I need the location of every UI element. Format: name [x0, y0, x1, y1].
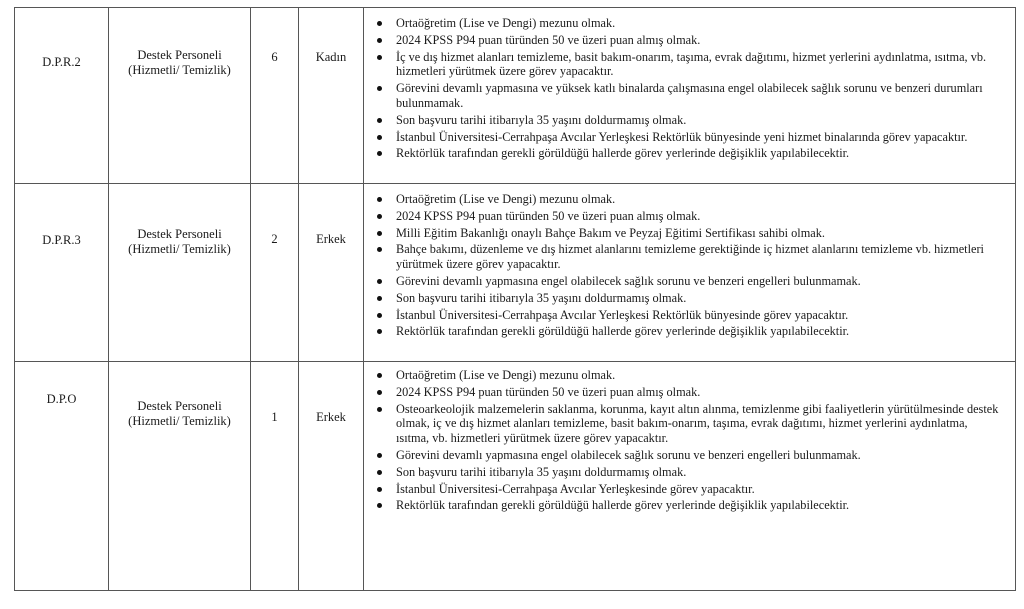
bullet-icon: [377, 313, 382, 318]
bullet-icon: [377, 373, 382, 378]
bullet-icon: [377, 86, 382, 91]
bullet-icon: [377, 453, 382, 458]
code-cell: D.P.R.3: [15, 184, 109, 362]
bullet-icon: [377, 55, 382, 60]
bullet-icon: [377, 390, 382, 395]
requirement-item: Görevini devamlı yapmasına engel olabilecek sağlık sorunu ve benzeri engelleri bulunmamak.: [364, 448, 1003, 463]
bullet-icon: [377, 38, 382, 43]
requirement-item: 2024 KPSS P94 puan türünden 50 ve üzeri puan almış olmak.: [364, 209, 1003, 224]
bullet-icon: [377, 470, 382, 475]
requirement-item: 2024 KPSS P94 puan türünden 50 ve üzeri puan almış olmak.: [364, 33, 1003, 48]
code-cell: D.P.R.2: [15, 8, 109, 184]
requirement-item: Ortaöğretim (Lise ve Dengi) mezunu olmak.: [364, 192, 1003, 207]
requirements-list: [364, 16, 1003, 161]
bullet-icon: [377, 135, 382, 140]
bullet-icon: [377, 279, 382, 284]
bullet-icon: [377, 329, 382, 334]
gender-cell: Kadın: [299, 8, 364, 184]
bullet-icon: [377, 247, 382, 252]
requirement-item: Ortaöğretim (Lise ve Dengi) mezunu olmak.: [364, 16, 1003, 31]
bullet-icon: [377, 151, 382, 156]
requirement-item: Bahçe bakımı, düzenleme ve dış hizmet alanlarını temizleme gerektiğinde iç hizmet alanlarını temizleme vb. hizmetleri yürütmek üzere görev yapacaktır.: [364, 242, 1003, 272]
requirement-item: Son başvuru tarihi itibarıyla 35 yaşını doldurmamış olmak.: [364, 465, 1003, 480]
count-cell: 6: [251, 8, 299, 184]
bullet-icon: [377, 197, 382, 202]
bullet-icon: [377, 503, 382, 508]
requirement-item: Ortaöğretim (Lise ve Dengi) mezunu olmak.: [364, 368, 1003, 383]
position-cell: Destek Personeli (Hizmetli/ Temizlik): [109, 8, 251, 184]
requirement-item: Milli Eğitim Bakanlığı onaylı Bahçe Bakım ve Peyzaj Eğitimi Sertifikası sahibi olmak.: [364, 226, 1003, 241]
bullet-icon: [377, 21, 382, 26]
position-cell: Destek Personeli (Hizmetli/ Temizlik): [109, 362, 251, 591]
requirement-item: Rektörlük tarafından gerekli görüldüğü hallerde görev yerlerinde değişiklik yapılabilecektir.: [364, 498, 1003, 513]
gender-cell: Erkek: [299, 362, 364, 591]
count-cell: 2: [251, 184, 299, 362]
bullet-icon: [377, 231, 382, 236]
requirement-item: İstanbul Üniversitesi-Cerrahpaşa Avcılar Yerleşkesinde görev yapacaktır.: [364, 482, 1003, 497]
requirement-item: Rektörlük tarafından gerekli görüldüğü hallerde görev yerlerinde değişiklik yapılabilecektir.: [364, 324, 1003, 339]
bullet-icon: [377, 487, 382, 492]
position-cell: Destek Personeli (Hizmetli/ Temizlik): [109, 184, 251, 362]
requirements-cell: [364, 8, 1016, 184]
gender-cell: Erkek: [299, 184, 364, 362]
code-cell: D.P.O: [15, 362, 109, 591]
requirements-cell: [364, 184, 1016, 362]
requirement-item: Son başvuru tarihi itibarıyla 35 yaşını doldurmamış olmak.: [364, 291, 1003, 306]
requirement-item: İstanbul Üniversitesi-Cerrahpaşa Avcılar Yerleşkesi Rektörlük bünyesinde yeni hizmet binalarında görev yapacaktır.: [364, 130, 1003, 145]
bullet-icon: [377, 296, 382, 301]
requirement-item: Görevini devamlı yapmasına ve yüksek katlı binalarda çalışmasına engel olabilecek sağlık sorunu ve benzeri durumları bulunmamak.: [364, 81, 1003, 111]
requirement-item: 2024 KPSS P94 puan türünden 50 ve üzeri puan almış olmak.: [364, 385, 1003, 400]
requirement-item: Rektörlük tarafından gerekli görüldüğü hallerde görev yerlerinde değişiklik yapılabilecektir.: [364, 146, 1003, 161]
requirements-list: [364, 192, 1003, 339]
bullet-icon: [377, 407, 382, 412]
job-positions-table: [14, 7, 1016, 591]
requirement-item: İç ve dış hizmet alanları temizleme, basit bakım-onarım, taşıma, evrak dağıtımı, hizmet yerlerini aydınlatma, ısıtma, vb. hizmetleri yürütmek üzere görev yapacaktır.: [364, 50, 1003, 80]
bullet-icon: [377, 214, 382, 219]
requirement-item: Görevini devamlı yapmasına engel olabilecek sağlık sorunu ve benzeri engelleri bulunmamak.: [364, 274, 1003, 289]
bullet-icon: [377, 118, 382, 123]
requirement-item: İstanbul Üniversitesi-Cerrahpaşa Avcılar Yerleşkesi Rektörlük bünyesinde görev yapacaktır.: [364, 308, 1003, 323]
count-cell: 1: [251, 362, 299, 591]
requirement-item: Son başvuru tarihi itibarıyla 35 yaşını doldurmamış olmak.: [364, 113, 1003, 128]
requirement-item: Osteoarkeolojik malzemelerin saklanma, korunma, kayıt altın alınma, temizlenme gibi faaliyetlerin yürütülmesinde destek olmak, iç ve dış hizmet alanları temizleme, basit bakım-onarım, taşıma, evrak dağıtımı, hizmet yerlerini aydınlatma, ısıtma, vb. hizmetleri yürütmek üzere görev yapacaktır.: [364, 402, 1003, 446]
requirements-cell: [364, 362, 1016, 591]
requirements-list: [364, 368, 1003, 513]
